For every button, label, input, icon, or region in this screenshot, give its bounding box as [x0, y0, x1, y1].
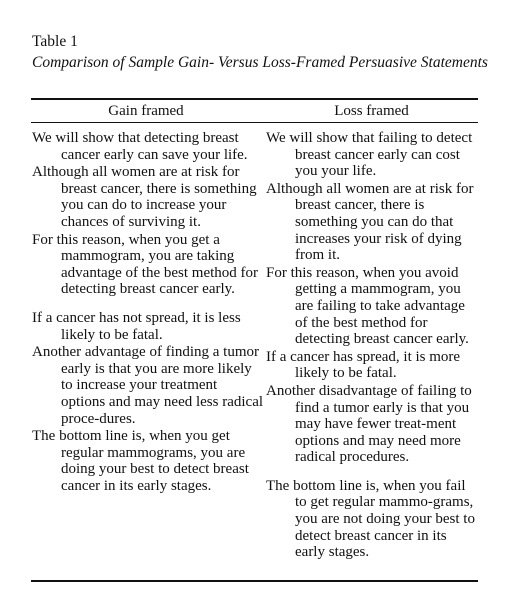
gain-statement: Another advantage of finding a tumor early is that you are more likely to increase your treatment options and may need less radical proce-dures.	[32, 344, 264, 427]
gain-statement: For this reason, when you get a mammogram, you are taking advantage of the best method for detecting breast cancer early.	[32, 231, 259, 298]
column-header-gain-framed: Gain framed	[108, 103, 184, 119]
loss-statement: The bottom line is, when you fail to get regular mammo-grams, you are not doing your best to detect breast cancer in its early stages.	[266, 477, 475, 561]
gain-framed-column	[32, 130, 264, 495]
gain-statement: If a cancer has not spread, it is less likely to be fatal.	[32, 309, 241, 343]
loss-statement: We will show that failing to detect breast cancer early can cost you your life.	[266, 130, 473, 180]
gain-statement: Although all women are at risk for breast cancer, there is something you can do to increase your chances of surviving it.	[32, 164, 257, 230]
gain-statement: We will show that detecting breast cancer early can save your life.	[32, 130, 248, 163]
table-label: Table 1	[32, 33, 78, 50]
table-caption: Comparison of Sample Gain- Versus Loss-Framed Persuasive Statements	[32, 54, 488, 71]
loss-statement: Although all women are at risk for breast cancer, there is something you can do that increases your risk of dying from it.	[266, 180, 474, 264]
loss-statement: For this reason, when you avoid getting a mammogram, you are failing to take advantage of the best method for detecting breast cancer early.	[266, 264, 469, 348]
gain-statement: The bottom line is, when you get regular mammograms, you are doing your best to detect breast cancer in its early stages.	[32, 428, 249, 494]
loss-statement: Another disadvantage of failing to find a tumor early is that you may have fewer treat-ment options and may need more radical procedures.	[266, 382, 472, 466]
loss-statement: If a cancer has spread, it is more likely to be fatal.	[266, 348, 461, 382]
loss-framed-column	[266, 130, 478, 562]
header-rule	[31, 122, 478, 123]
column-header-loss-framed: Loss framed	[334, 103, 409, 119]
bottom-rule	[31, 580, 478, 582]
top-rule	[31, 98, 478, 100]
